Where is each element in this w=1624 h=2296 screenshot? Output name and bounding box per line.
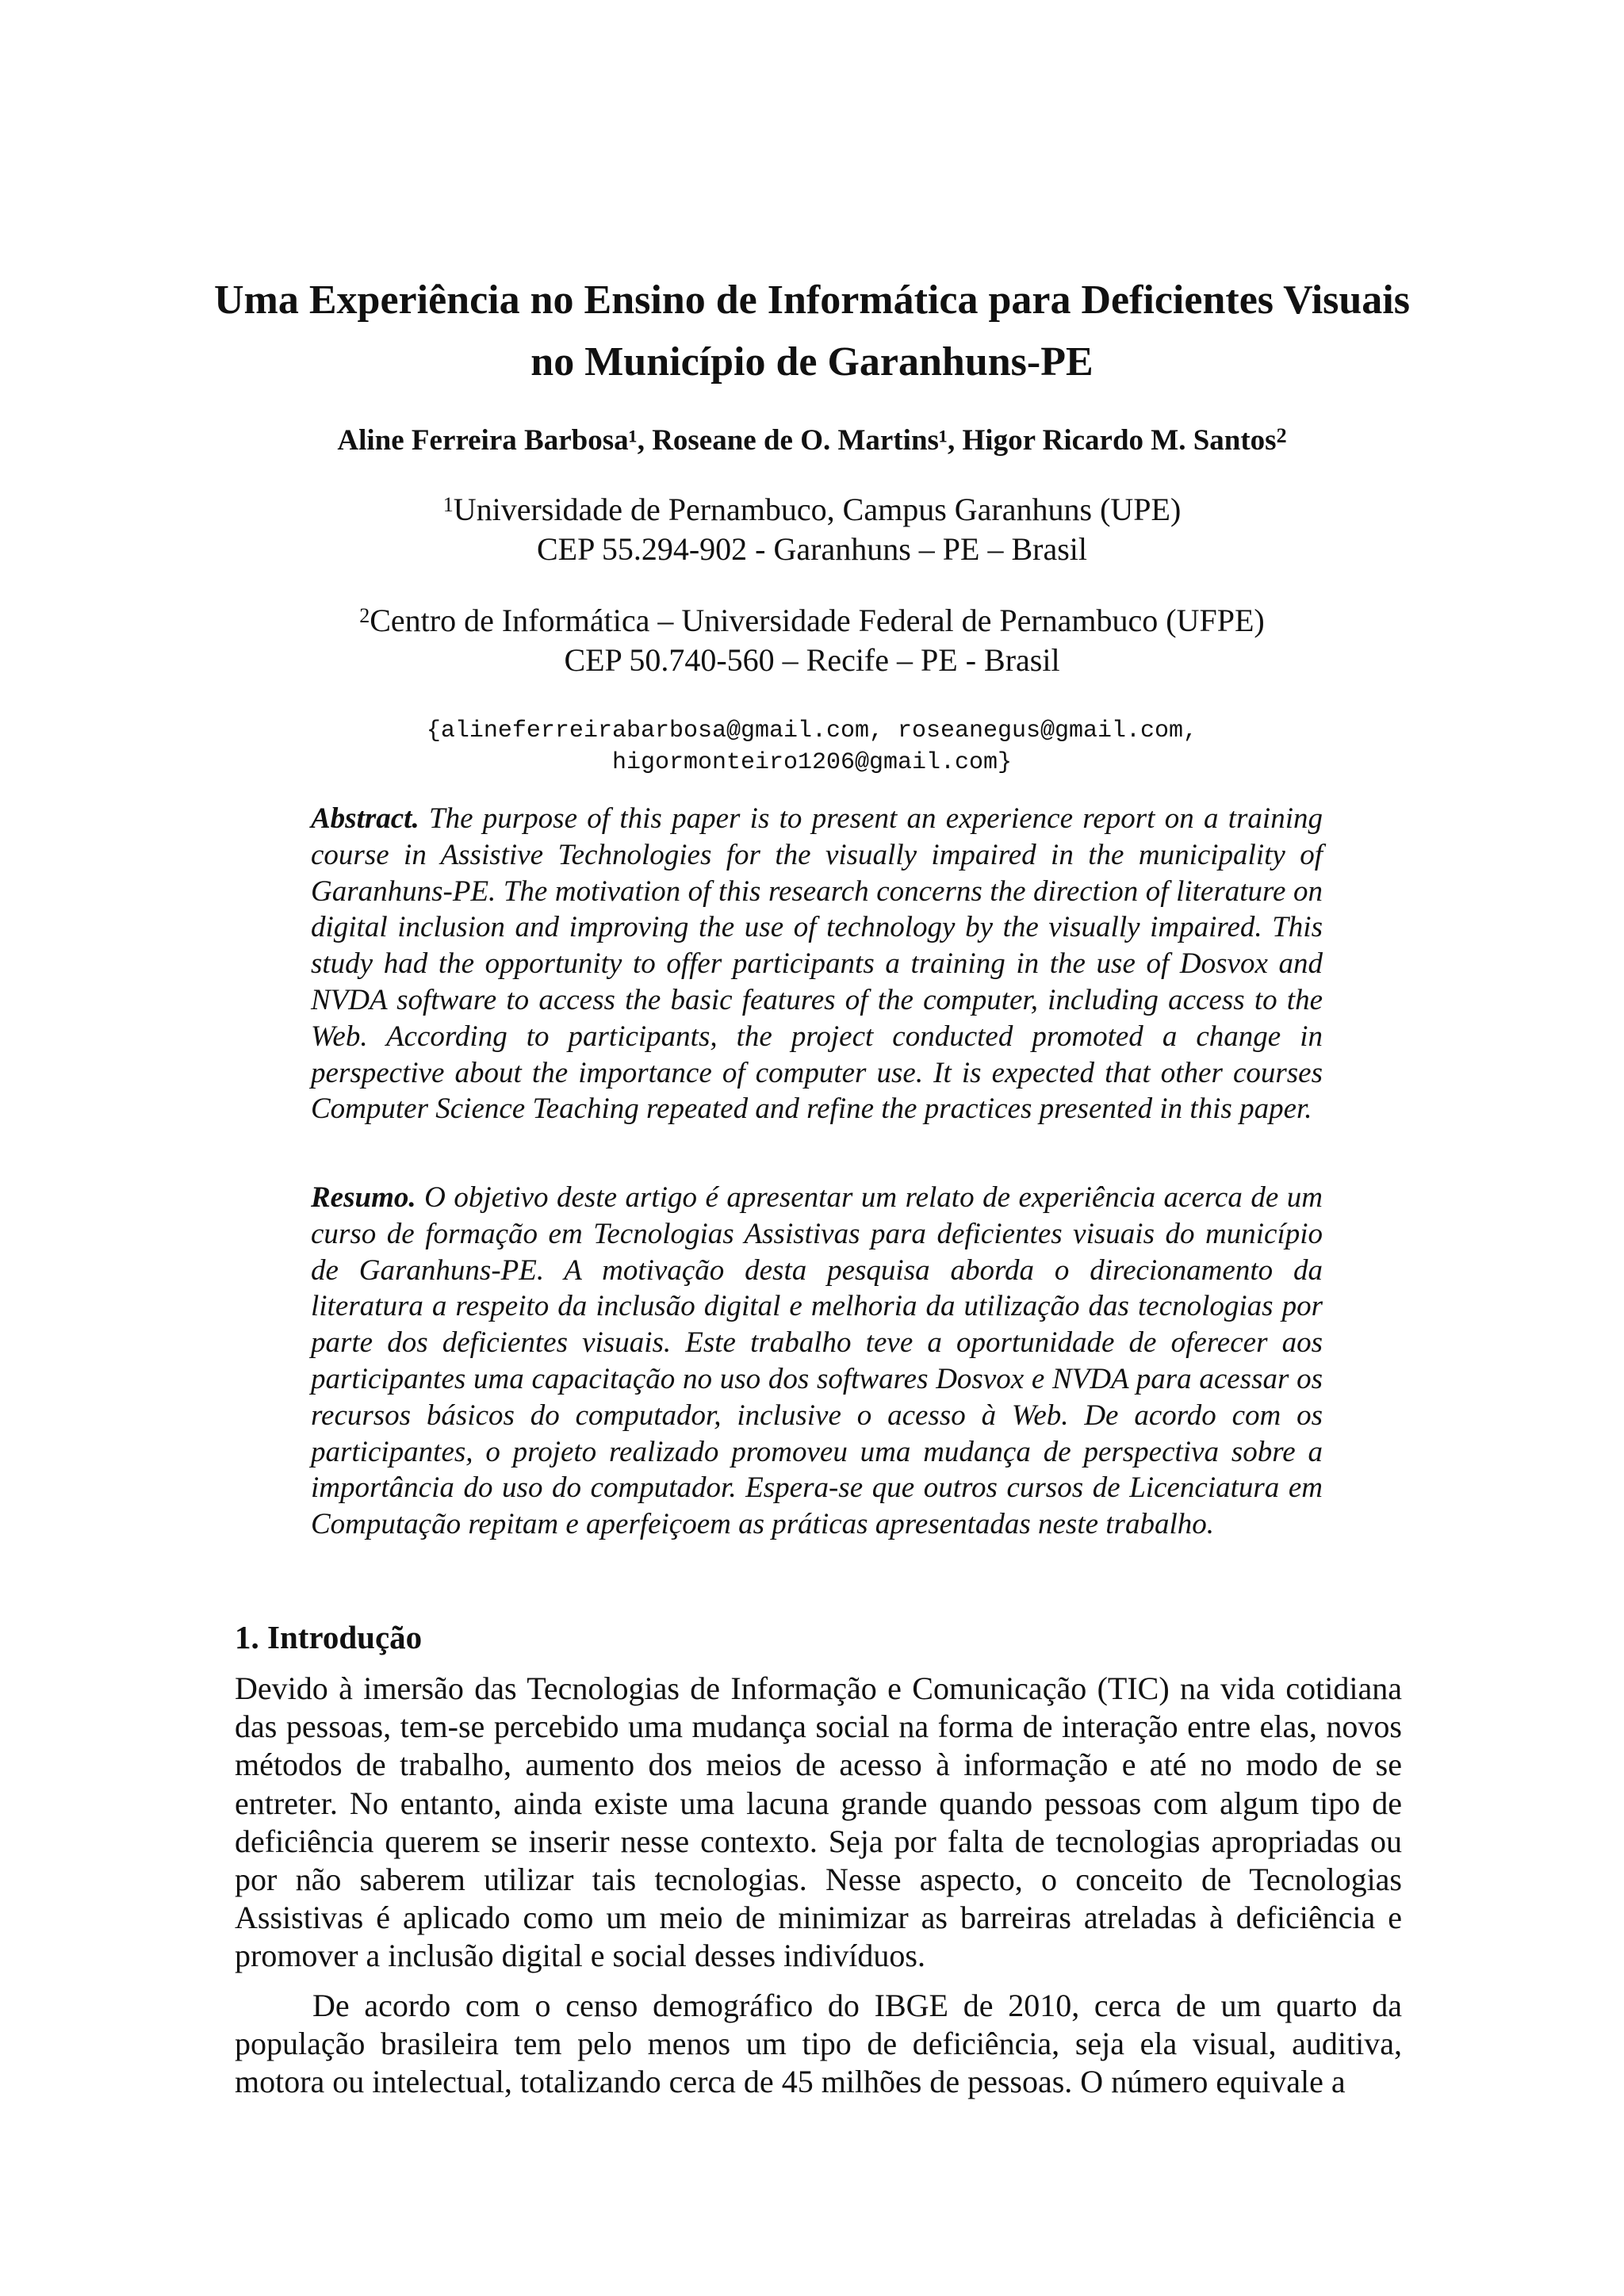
author-list	[198, 419, 1426, 463]
affiliation-marker: 1	[442, 493, 454, 516]
affiliation-institution: Centro de Informática – Universidade Federal de Pernambuco (UFPE)	[370, 603, 1265, 638]
email-line: {alineferreirabarbosa@gmail.com, roseanegus@gmail.com,	[426, 718, 1198, 744]
affiliation-marker: 2	[1276, 424, 1287, 447]
introduction-paragraph-2: De acordo com o censo demográfico do IBGE de 2010, cerca de um quarto da população brasileira tem pelo menos um tipo de deficiência, seja ela visual, auditiva, motora ou intelectual, totalizando cerca de 45 milhões de pessoas. O número equivale a	[235, 1988, 1402, 2100]
author-name: Aline Ferreira Barbosa¹	[337, 424, 638, 457]
author-separator: ,	[637, 424, 653, 457]
author-separator: ,	[948, 424, 963, 457]
section-heading-introduction: 1. Introdução	[235, 1619, 423, 1655]
affiliation-2	[198, 601, 1426, 680]
author-name: Roseane de O. Martins¹	[652, 424, 948, 457]
abstract-text: The purpose of this paper is to present an experience report on a training course in Assistive Technologies for the visually impaired in the municipality of Garanhuns-PE. The motivation of this research concerns the direction of literature on digital inclusion and improving the use of technology by the visually impaired. This study had the opportunity to offer participants a training in the use of Dosvox and NVDA software to access the basic features of the computer, including access to the Web. According to participants, the project conducted promoted a change in perspective about the importance of computer use. It is expected that other courses Computer Science Teaching repeated and refine the practices presented in this paper.	[311, 802, 1323, 1126]
resumo-label: Resumo.	[311, 1181, 416, 1214]
affiliation-line	[198, 490, 1426, 530]
affiliation-1	[198, 490, 1426, 569]
affiliation-marker: 2	[359, 604, 370, 627]
introduction-paragraph-1: Devido à imersão das Tecnologias de Informação e Comunicação (TIC) na vida cotidiana das pessoas, tem-se percebido uma mudança social na forma de interação entre elas, novos métodos de trabalho, aumento dos meios de acesso à informação e até no modo de se entreter. No entanto, ainda existe uma lacuna grande quando pessoas com algum tipo de deficiência querem se inserir nesse contexto. Seja por falta de tecnologias apropriadas ou por não saberem utilizar tais tecnologias. Nesse aspecto, o conceito de Tecnologias Assistivas é aplicado como um meio de minimizar as barreiras atreladas à deficiência e promover a inclusão digital e social desses indivíduos.	[235, 1670, 1402, 1974]
author-emails	[198, 715, 1426, 779]
author-name: Higor Ricardo M. Santos	[962, 424, 1277, 457]
affiliation-line	[198, 601, 1426, 641]
abstract-label: Abstract.	[311, 802, 419, 835]
affiliation-address: CEP 50.740-560 – Recife – PE - Brasil	[564, 642, 1060, 678]
resumo-text: O objetivo deste artigo é apresentar um relato de experiência acerca de um curso de formação em Tecnologias Assistivas para deficientes visuais do município de Garanhuns-PE. A motivação desta pesquisa aborda o direcionamento da literatura a respeito da inclusão digital e melhoria da utilização das tecnologias por parte dos deficientes visuais. Este trabalho teve a oportunidade de oferecer aos participantes uma capacitação no uso dos softwares Dosvox e NVDA para acessar os recursos básicos do computador, inclusive o acesso à Web. De acordo com os participantes, o projeto realizado promoveu uma mudança de perspectiva sobre a importância do uso do computador. Espera-se que outros cursos de Licenciatura em Computação repitam e aperfeiçoem as práticas apresentadas neste trabalho.	[311, 1181, 1323, 1541]
abstract-portuguese	[311, 1180, 1323, 1543]
affiliation-address: CEP 55.294-902 - Garanhuns – PE – Brasil	[536, 531, 1088, 567]
abstract-english	[311, 801, 1323, 1127]
affiliation-institution: Universidade de Pernambuco, Campus Garanhuns (UPE)	[453, 492, 1182, 527]
paper-title: Uma Experiência no Ensino de Informática para Deficientes Visuais no Município de Garanhuns-PE	[214, 277, 1410, 385]
email-line: higormonteiro1206@gmail.com}	[611, 749, 1013, 776]
